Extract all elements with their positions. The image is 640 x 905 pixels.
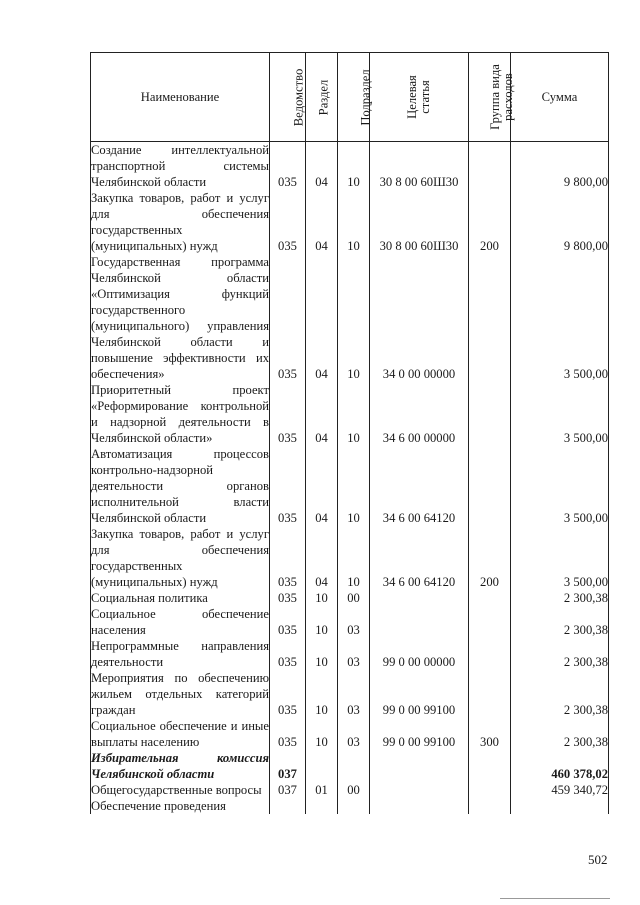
cell-target (370, 798, 469, 814)
cell-sum: 9 800,00 (511, 190, 609, 254)
cell-subsection: 00 (338, 782, 370, 798)
cell-target: 34 6 00 00000 (370, 382, 469, 446)
cell-group: 300 (469, 718, 511, 750)
table-row (91, 190, 609, 254)
cell-dept: 035 (270, 590, 306, 606)
cell-section: 04 (306, 526, 338, 590)
cell-subsection: 10 (338, 190, 370, 254)
table-row (91, 638, 609, 670)
cell-dept: 035 (270, 446, 306, 526)
header-target: Целевая статья (370, 53, 469, 142)
header-sum: Сумма (511, 53, 609, 142)
cell-sum: 3 500,00 (511, 446, 609, 526)
cell-target: 34 0 00 00000 (370, 254, 469, 382)
cell-name: Общегосударственные вопросы (91, 782, 270, 798)
cell-group (469, 670, 511, 718)
header-dept: Ведомство (270, 53, 306, 142)
cell-name: Государственная программа Челябинской области «Оптимизация функций государственного (муниципального) управления Челябинской области и повышение эффективности их обеспечения» (91, 255, 269, 381)
cell-subsection: 03 (338, 606, 370, 638)
cell-group (469, 254, 511, 382)
cell-section: 10 (306, 638, 338, 670)
table-row (91, 798, 609, 814)
cell-subsection: 10 (338, 142, 370, 191)
cell-name: Избирательная комиссия Челябинской области (91, 751, 269, 781)
table-row (91, 382, 609, 446)
cell-sum: 3 500,00 (511, 526, 609, 590)
cell-subsection: 10 (338, 382, 370, 446)
cell-dept: 035 (270, 142, 306, 191)
cell-group (469, 798, 511, 814)
cell-sum: 2 300,38 (511, 718, 609, 750)
cell-dept (270, 798, 306, 814)
cell-name: Закупка товаров, работ и услуг для обеспечения государственных (муниципальных) нужд (91, 527, 269, 589)
cell-subsection: 03 (338, 670, 370, 718)
cell-target: 99 0 00 99100 (370, 718, 469, 750)
cell-group (469, 606, 511, 638)
cell-sum: 2 300,38 (511, 670, 609, 718)
cell-section (306, 750, 338, 782)
cell-sum: 3 500,00 (511, 254, 609, 382)
cell-section: 10 (306, 606, 338, 638)
cell-dept: 035 (270, 638, 306, 670)
cell-section: 04 (306, 382, 338, 446)
cell-sum: 2 300,38 (511, 590, 609, 606)
cell-group (469, 382, 511, 446)
cell-subsection: 03 (338, 638, 370, 670)
cell-name: Социальное обеспечение населения (91, 607, 269, 637)
table-row (91, 606, 609, 638)
cell-dept: 037 (270, 750, 306, 782)
page-number: 502 (588, 852, 608, 867)
cell-name: Мероприятия по обеспечению жильем отдельных категорий граждан (91, 671, 269, 717)
cell-target (370, 782, 469, 798)
cell-sum: 2 300,38 (511, 638, 609, 670)
cell-subsection (338, 798, 370, 814)
cell-subsection (338, 750, 370, 782)
cell-section: 04 (306, 142, 338, 191)
header-name: Наименование (91, 53, 270, 142)
cell-section: 04 (306, 254, 338, 382)
cell-dept: 035 (270, 526, 306, 590)
cell-section: 10 (306, 590, 338, 606)
header-group: Группа вида расходов (469, 53, 511, 142)
cell-group (469, 750, 511, 782)
table-row (91, 782, 609, 798)
cell-name: Социальная политика (91, 590, 270, 606)
table-row (91, 142, 609, 191)
cell-name: Социальное обеспечение и иные выплаты населению (91, 719, 269, 749)
cell-sum: 460 378,02 (511, 750, 609, 782)
cell-dept: 035 (270, 718, 306, 750)
cell-section: 01 (306, 782, 338, 798)
cell-name: Автоматизация процессов контрольно-надзорной деятельности органов исполнительной власти Челябинской области (91, 447, 269, 525)
cell-sum: 3 500,00 (511, 382, 609, 446)
cell-group (469, 446, 511, 526)
cell-group (469, 782, 511, 798)
table-body (91, 142, 609, 815)
cell-group (469, 590, 511, 606)
cell-dept: 035 (270, 190, 306, 254)
cell-group (469, 638, 511, 670)
cell-dept: 035 (270, 254, 306, 382)
cell-name: Закупка товаров, работ и услуг для обеспечения государственных (муниципальных) нужд (91, 191, 269, 253)
cell-dept: 035 (270, 670, 306, 718)
cell-name: Обеспечение проведения (91, 798, 270, 814)
cell-target: 99 0 00 99100 (370, 670, 469, 718)
table-row (91, 446, 609, 526)
cell-subsection: 10 (338, 446, 370, 526)
cell-dept: 035 (270, 382, 306, 446)
cell-subsection: 10 (338, 526, 370, 590)
cell-target: 34 6 00 64120 (370, 526, 469, 590)
cell-name: Создание интеллектуальной транспортной системы Челябинской области (91, 143, 269, 189)
cell-sum (511, 798, 609, 814)
cell-section (306, 798, 338, 814)
cell-group (469, 142, 511, 191)
header-section: Раздел (306, 53, 338, 142)
table-row (91, 254, 609, 382)
cell-sum: 459 340,72 (511, 782, 609, 798)
cell-section: 04 (306, 190, 338, 254)
cell-sum: 9 800,00 (511, 142, 609, 191)
budget-table (90, 52, 609, 814)
cell-dept: 037 (270, 782, 306, 798)
table-row (91, 526, 609, 590)
cell-target: 99 0 00 00000 (370, 638, 469, 670)
cell-dept: 035 (270, 606, 306, 638)
table-row (91, 590, 609, 606)
table-header-row (91, 53, 609, 142)
cell-subsection: 10 (338, 254, 370, 382)
cell-section: 04 (306, 446, 338, 526)
cell-target: 34 6 00 64120 (370, 446, 469, 526)
cell-sum: 2 300,38 (511, 606, 609, 638)
table-row (91, 718, 609, 750)
cell-group: 200 (469, 526, 511, 590)
cell-subsection: 03 (338, 718, 370, 750)
cell-group: 200 (469, 190, 511, 254)
cell-section: 10 (306, 670, 338, 718)
cell-name: Приоритетный проект «Реформирование контрольной и надзорной деятельности в Челябинской области» (91, 383, 269, 445)
cell-subsection: 00 (338, 590, 370, 606)
cell-section: 10 (306, 718, 338, 750)
cell-target: 30 8 00 60Ш30 (370, 142, 469, 191)
header-subsection: Подраздел (338, 53, 370, 142)
table-row (91, 750, 609, 782)
cell-target (370, 590, 469, 606)
cell-target (370, 750, 469, 782)
cell-name: Непрограммные направления деятельности (91, 639, 269, 669)
cell-target (370, 606, 469, 638)
cell-target: 30 8 00 60Ш30 (370, 190, 469, 254)
table-row (91, 670, 609, 718)
bottom-rule (500, 898, 610, 899)
